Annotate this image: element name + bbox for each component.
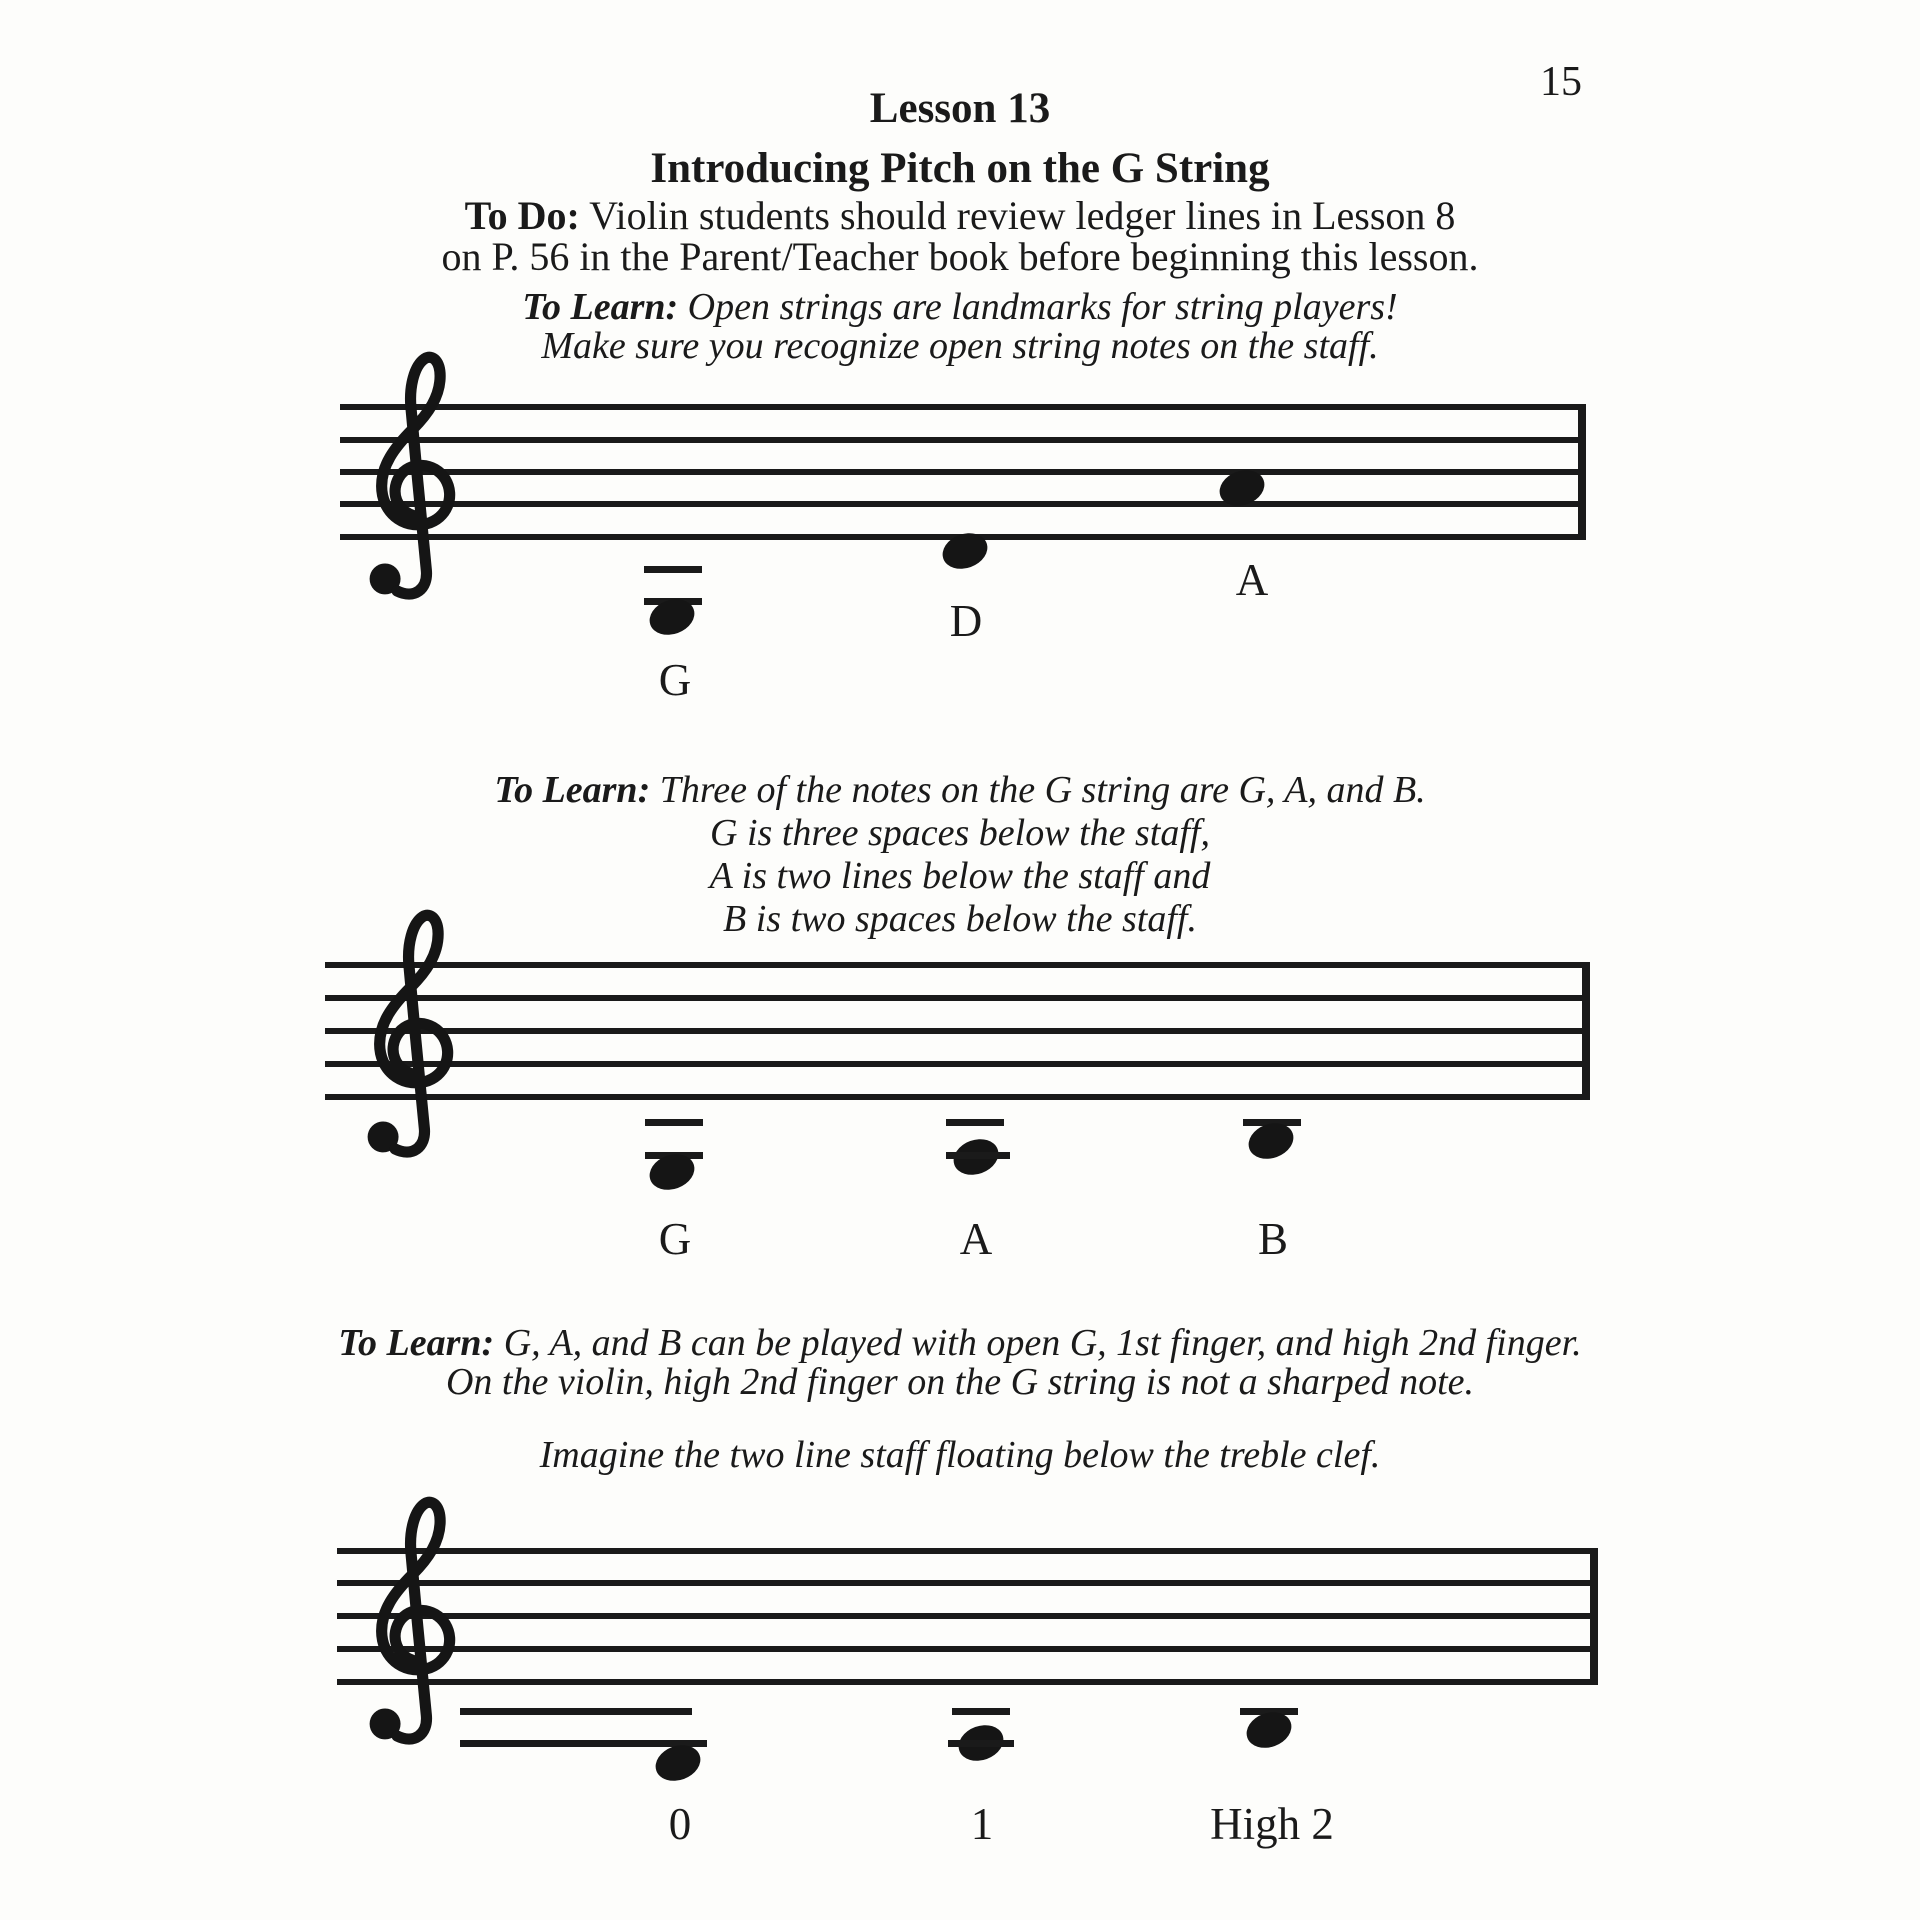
learn3-line1: G, A, and B can be played with open G, 1st finger, and high 2nd finger. [503,1322,1582,1364]
learn1-paragraph [0,288,1920,366]
staff-line [337,1613,1598,1619]
page-title: Introducing Pitch on the G String [650,145,1270,192]
note-label: A [1235,555,1269,605]
ledger-line [645,1119,703,1126]
ledger-line [946,1119,1004,1126]
staff-line [340,501,1586,507]
ledger-line [952,1708,1010,1715]
learn2-line1: Three of the notes on the G string are G, A, and B. [659,769,1426,811]
fingering-label: 0 [668,1799,692,1849]
staff-line [325,1061,1590,1067]
learn2-line3: A is two lines below the staff and [709,855,1211,897]
fingering-label: High 2 [1210,1799,1334,1849]
staff-line [340,404,1586,410]
learn1-line1: Open strings are landmarks for string players! [687,286,1398,328]
note-label: G [658,1214,692,1264]
treble-clef-icon [352,1490,456,1748]
learn1-label: To Learn: [522,286,679,328]
floating-staff-line [460,1740,707,1747]
staff-line [325,962,1590,968]
note-label: B [1257,1214,1288,1264]
note-label: G [658,655,692,705]
learn2-paragraph [0,769,1920,941]
ledger-line [946,1152,1010,1159]
treble-clef-icon [352,345,456,603]
staff-line [340,469,1586,475]
staff-line [337,1679,1598,1685]
note-label: A [959,1214,993,1264]
learn2-line4: B is two spaces below the staff. [723,898,1197,940]
todo-paragraph [0,195,1920,277]
barline [1590,1548,1598,1685]
learn3-line2: On the violin, high 2nd finger on the G string is not a sharped note. [445,1361,1475,1403]
learn2-label: To Learn: [494,769,651,811]
note-label: D [949,596,983,646]
barline [1582,962,1590,1100]
ledger-line [948,1740,1014,1747]
staff-line [340,437,1586,443]
todo-line2: on P. 56 in the Parent/Teacher book before beginning this lesson. [441,234,1479,279]
staff-line [325,1094,1590,1100]
todo-label: To Do: [464,193,580,238]
ledger-line [644,566,702,573]
lesson-heading: Lesson 13 [869,85,1051,132]
learn2-line2: G is three spaces below the staff, [710,812,1210,854]
treble-clef-icon [350,903,454,1161]
imagine-caption: Imagine the two line staff floating below the treble clef. [539,1434,1381,1476]
learn3-label: To Learn: [338,1322,495,1364]
barline [1578,404,1586,540]
learn3-paragraph [0,1324,1920,1402]
floating-staff-line [460,1708,692,1715]
staff-line [337,1646,1598,1652]
learn1-line2: Make sure you recognize open string notes on the staff. [541,325,1379,367]
todo-line1: Violin students should review ledger lines in Lesson 8 [589,193,1456,238]
staff-line [325,995,1590,1001]
page-number: 15 [1540,59,1582,105]
staff-line [337,1548,1598,1554]
fingering-label: 1 [970,1799,994,1849]
staff-line [337,1580,1598,1586]
staff-line [325,1028,1590,1034]
